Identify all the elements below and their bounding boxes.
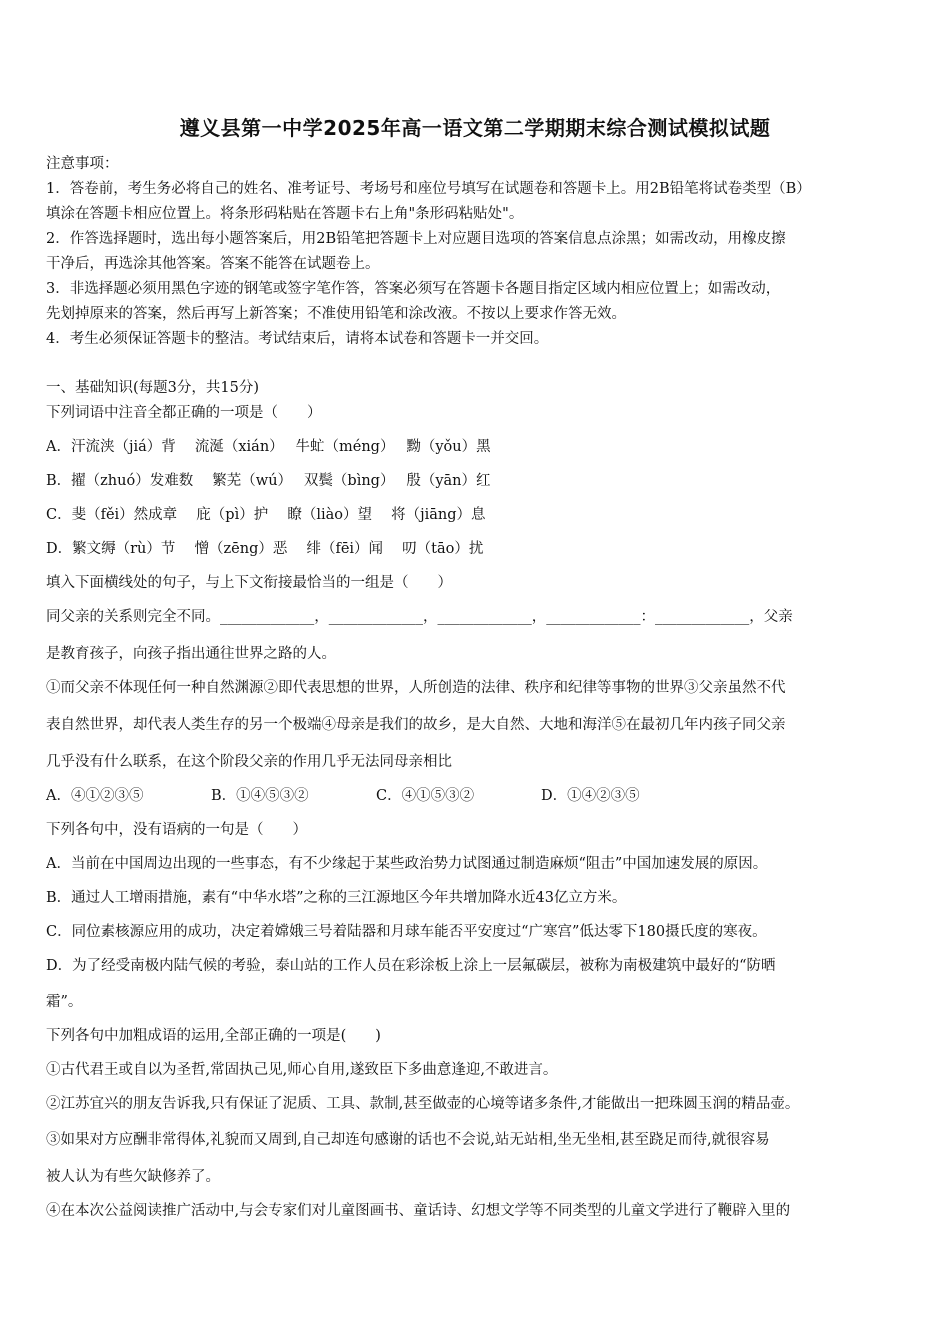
question-stem: 下列词语中注音全都正确的一项是（ ）: [46, 405, 322, 421]
option-d: D．为了经受南极内陆气候的考验，泰山站的工作人员在彩涂板上涂上一层氟碳层，被称为南极建筑中最好的“防晒: [46, 958, 776, 974]
option-a: A．④①②③⑤: [46, 788, 144, 804]
notice-line: 4．考生必须保证答题卡的整洁。考试结束后，请将本试卷和答题卡一并交回。: [46, 331, 549, 347]
question-stem: 下列各句中加粗成语的运用,全部正确的一项是( ): [46, 1028, 381, 1044]
option-a: A．当前在中国周边出现的一些事态，有不少缘起于某些政治势力试图通过制造麻烦“阻击”中国加速发展的原因。: [46, 856, 768, 872]
notice-line: 干净后，再选涂其他答案。答案不能答在试题卷上。: [46, 256, 380, 272]
notice-line: 2．作答选择题时，选出每小题答案后，用2B铅笔把答题卡上对应题目选项的答案信息点涂黑；如需改动，用橡皮擦: [46, 231, 786, 247]
option-b: B．通过人工增雨措施，素有“中华水塔”之称的三江源地区今年共增加降水近43亿立方米。: [46, 890, 627, 906]
option-c: C．④①⑤③②: [376, 788, 475, 804]
option-d-cont: 霜”。: [46, 994, 83, 1010]
notice-line: 填涂在答题卡相应位置上。将条形码粘贴在答题卡右上角"条形码粘贴处"。: [46, 206, 524, 222]
section-heading: 一、基础知识(每题3分，共15分): [46, 380, 259, 396]
option-d: D．①④②③⑤: [541, 788, 640, 804]
passage-line: ①而父亲不体现任何一种自然渊源②即代表思想的世界，人所创造的法律、秩序和纪律等事物的世界③父亲虽然不代: [46, 680, 786, 696]
sentence-line: ②江苏宜兴的朋友告诉我,只有保证了泥质、工具、款制,甚至做壶的心境等诸多条件,才能做出一把珠圆玉润的精品壶。: [46, 1096, 800, 1112]
sentence-line: ④在本次公益阅读推广活动中,与会专家们对儿童图画书、童话诗、幻想文学等不同类型的儿童文学进行了鞭辟入里的: [46, 1203, 791, 1219]
passage-line: 同父亲的关系则完全不同。_____________，_____________，_____________，_____________：_____________，父亲: [46, 609, 793, 625]
passage-line: 几乎没有什么联系，在这个阶段父亲的作用几乎无法同母亲相比: [46, 754, 452, 770]
option-a: A．汗流浃（jiá）背 流涎（xián） 牛虻（méng） 黝（yǒu）黑: [46, 439, 491, 455]
option-c: C．斐（fěi）然成章 庇（pì）护 瞭（liào）望 将（jiāng）息: [46, 507, 486, 523]
sentence-line: 被人认为有些欠缺修养了。: [46, 1169, 220, 1185]
passage-line: 表自然世界，却代表人类生存的另一个极端④母亲是我们的故乡，是大自然、大地和海洋⑤在最初几年内孩子同父亲: [46, 717, 786, 733]
notice-line: 3．非选择题必须用黑色字迹的钢笔或签字笔作答，答案必须写在答题卡各题目指定区域内相应位置上；如需改动，: [46, 281, 781, 297]
option-b: B．擢（zhuó）发难数 繁芜（wú） 双鬓（bìng） 殷（yān）红: [46, 473, 491, 489]
page-title: 遵义县第一中学2025年高一语文第二学期期末综合测试模拟试题: [179, 116, 771, 140]
option-c: C．同位素核源应用的成功，决定着嫦娥三号着陆器和月球车能否平安度过“广寒宫”低达零下180摄氏度的寒夜。: [46, 924, 767, 940]
option-b: B．①④⑤③②: [211, 788, 309, 804]
sentence-line: ③如果对方应酬非常得体,礼貌而又周到,自己却连句感谢的话也不会说,站无站相,坐无坐相,甚至跷足而待,就很容易: [46, 1132, 770, 1148]
notice-line: 1．答卷前，考生务必将自己的姓名、准考证号、考场号和座位号填写在试题卷和答题卡上。用2B铅笔将试卷类型（B）: [46, 181, 811, 197]
question-stem: 填入下面横线处的句子，与上下文衔接最恰当的一组是（ ）: [46, 575, 452, 591]
sentence-line: ①古代君王或自以为圣哲,常固执己见,师心自用,遂致臣下多曲意逢迎,不敢进言。: [46, 1062, 558, 1078]
notice-line: 先划掉原来的答案，然后再写上新答案；不准使用铅笔和涂改液。不按以上要求作答无效。: [46, 306, 626, 322]
passage-line: 是教育孩子，向孩子指出通往世界之路的人。: [46, 646, 336, 662]
q2-options: [46, 784, 706, 805]
question-stem: 下列各句中，没有语病的一句是（ ）: [46, 822, 307, 838]
option-d: D．繁文缛（rù）节 憎（zēng）恶 绯（fēi）闻 叨（tāo）扰: [46, 541, 484, 557]
notice-heading: 注意事项：: [46, 156, 119, 172]
